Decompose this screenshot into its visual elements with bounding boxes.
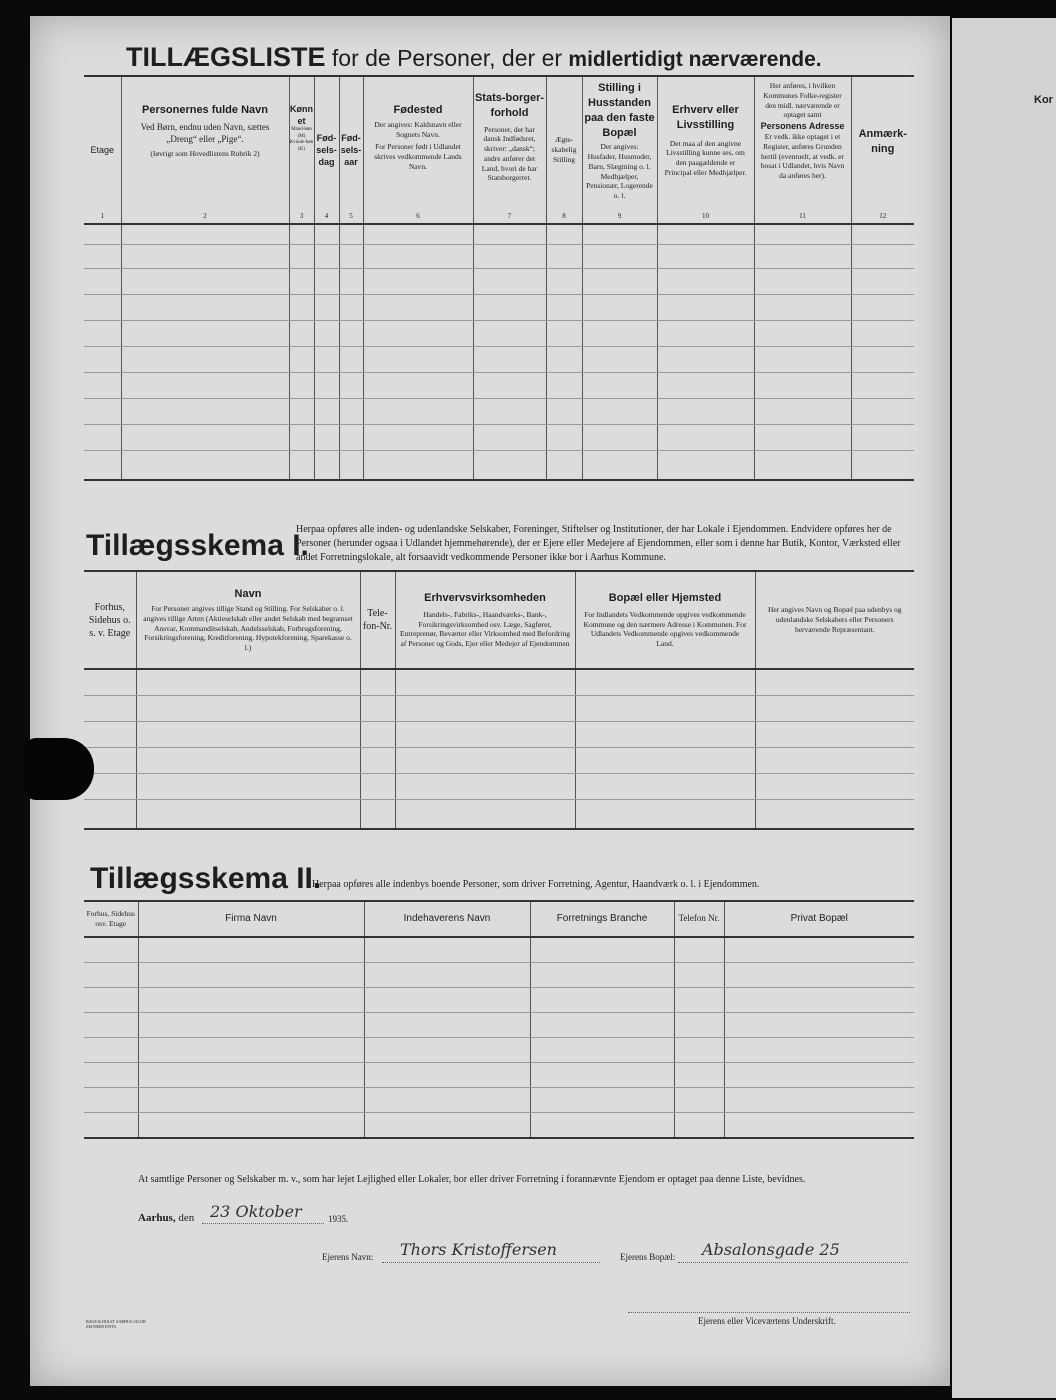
table-row [84, 450, 914, 480]
table-cell[interactable] [674, 937, 724, 962]
table-cell[interactable] [364, 1037, 530, 1062]
list-header-statsborgerforhold: Stats-borger-forhold Personer, der har dansk Indfødsret, skriver: „dansk“; andre anfører det Land, hvori de har Statsborgerret. 7 [473, 76, 546, 224]
table-cell[interactable] [674, 1062, 724, 1087]
table-cell[interactable] [575, 721, 755, 747]
table-cell[interactable] [530, 1062, 674, 1087]
table-cell[interactable] [84, 1112, 138, 1138]
table-cell[interactable] [84, 1062, 138, 1087]
table-cell[interactable] [546, 450, 582, 480]
table-cell[interactable] [575, 695, 755, 721]
table-cell[interactable] [582, 294, 657, 320]
table-cell[interactable] [363, 268, 473, 294]
table-row [84, 294, 914, 320]
table-row [84, 346, 914, 372]
table-cell[interactable] [395, 695, 575, 721]
table-cell[interactable] [674, 1012, 724, 1037]
table-cell[interactable] [754, 244, 851, 268]
table-cell[interactable] [755, 799, 914, 829]
list-header-navn: Personernes fulde Navn Ved Børn, endnu uden Navn, sættes „Dreng“ eller „Pige“. (Iøvrigt som Hovedlistens Rubrik 2) 2 [121, 76, 289, 224]
table-cell[interactable] [724, 1012, 914, 1037]
table-cell[interactable] [339, 398, 363, 424]
table-cell[interactable] [657, 224, 754, 244]
skema2-header-branche: Forretnings Branche [530, 901, 674, 937]
skema1-table [84, 570, 914, 830]
table-cell[interactable] [530, 1087, 674, 1112]
table-cell[interactable] [84, 962, 138, 987]
table-cell[interactable] [138, 1112, 364, 1138]
list-header-foedselsdag: Fød-sels-dag 4 [314, 76, 339, 224]
date-line [138, 1212, 194, 1224]
table-cell[interactable] [289, 244, 314, 268]
table-cell[interactable] [657, 294, 754, 320]
title-middle: for de Personer, der er [331, 45, 563, 71]
list-header-foedested: Fødested Der angives: Kaldsnavn eller Sognets Navn. For Personer født i Udlandet skrives vedkommende Lands Navn. 6 [363, 76, 473, 224]
table-cell[interactable] [395, 669, 575, 695]
table-row [84, 1037, 914, 1062]
table-row [84, 747, 914, 773]
table-cell[interactable] [754, 320, 851, 346]
table-cell[interactable] [582, 320, 657, 346]
table-cell[interactable] [138, 1012, 364, 1037]
table-cell[interactable] [364, 1012, 530, 1037]
table-cell[interactable] [546, 294, 582, 320]
table-row [84, 773, 914, 799]
table-cell[interactable] [84, 450, 121, 480]
table-cell[interactable] [84, 268, 121, 294]
table-row [84, 1112, 914, 1138]
table-cell[interactable] [121, 372, 289, 398]
skema2-header-indehaver: Indehaverens Navn [364, 901, 530, 937]
table-cell[interactable] [473, 268, 546, 294]
table-cell[interactable] [138, 962, 364, 987]
year: 1935. [328, 1214, 349, 1224]
table-cell[interactable] [724, 1087, 914, 1112]
table-cell[interactable] [339, 244, 363, 268]
table-row [84, 721, 914, 747]
table-cell[interactable] [657, 268, 754, 294]
list-header-koennet: Kønnet Mand-køn (M) Kvinde-køn (K) 3 [289, 76, 314, 224]
table-cell[interactable] [84, 1087, 138, 1112]
skema1-header-bopael: Bopæl eller Hjemsted For Indlandets Vedkommende opgives vedkommende Kommune og den nærmere Adresse i Kommunen. For Udlandets Vedkommende opgives vedkommende Land. [575, 571, 755, 669]
table-row [84, 424, 914, 450]
table-cell[interactable] [754, 424, 851, 450]
table-cell[interactable] [674, 1087, 724, 1112]
table-cell[interactable] [851, 320, 914, 346]
table-cell[interactable] [575, 747, 755, 773]
table-cell[interactable] [360, 747, 395, 773]
table-cell[interactable] [657, 424, 754, 450]
table-cell[interactable] [582, 424, 657, 450]
table-cell[interactable] [136, 721, 360, 747]
skema2-header-telefon: Telefon Nr. [674, 901, 724, 937]
table-cell[interactable] [657, 450, 754, 480]
table-cell[interactable] [851, 424, 914, 450]
list-header-erhverv: Erhverv eller Livsstilling Det maa af den angivne Livsstilling kunne ses, om den paagældende er Principal eller Medhjælper. 10 [657, 76, 754, 224]
table-cell[interactable] [314, 346, 339, 372]
table-cell[interactable] [546, 268, 582, 294]
title-bold-left: TILLÆGSLISTE [126, 42, 326, 72]
table-cell[interactable] [121, 294, 289, 320]
table-cell[interactable] [754, 450, 851, 480]
table-cell[interactable] [84, 294, 121, 320]
table-cell[interactable] [657, 346, 754, 372]
owner-address-underline [678, 1262, 908, 1263]
table-cell[interactable] [136, 747, 360, 773]
table-cell[interactable] [339, 450, 363, 480]
table-cell[interactable] [289, 294, 314, 320]
owner-address-label: Ejerens Bopæl: [620, 1252, 676, 1262]
table-row [84, 372, 914, 398]
table-cell[interactable] [314, 268, 339, 294]
table-cell[interactable] [657, 372, 754, 398]
table-cell[interactable] [136, 773, 360, 799]
skema2-header-firma: Firma Navn [138, 901, 364, 937]
table-cell[interactable] [546, 244, 582, 268]
skema1-header-navn: Navn For Personer angives tillige Stand og Stilling. For Selskaber o. l. angives tillige Arten (Aktieselskab eller andet Selskab med begrænset Ansvar, Kommanditselskab, Andelsselskab, Forbrugsforening, Forsikringsforening, Kreditforening, Hypotekforening, Sparekasse o. l.) [136, 571, 360, 669]
table-cell[interactable] [674, 962, 724, 987]
table-cell[interactable] [724, 962, 914, 987]
table-cell[interactable] [84, 244, 121, 268]
skema2-description: Herpaa opføres alle indenbys boende Personer, som driver Forretning, Agentur, Haandværk o. l. i Ejendommen. [312, 879, 760, 890]
table-cell[interactable] [363, 320, 473, 346]
table-cell[interactable] [364, 962, 530, 987]
table-cell[interactable] [546, 346, 582, 372]
table-cell[interactable] [582, 372, 657, 398]
table-cell[interactable] [530, 962, 674, 987]
list-header-stilling: Stilling i Husstanden paa den faste Bopæl Der angives: Husfader, Husmoder, Barn, Slægtning o. l. Medhjælper, Pensionær, Logerende o. l. 9 [582, 76, 657, 224]
table-cell[interactable] [84, 346, 121, 372]
table-cell[interactable] [314, 294, 339, 320]
table-cell[interactable] [363, 346, 473, 372]
table-cell[interactable] [582, 450, 657, 480]
table-cell[interactable] [121, 244, 289, 268]
table-cell[interactable] [314, 424, 339, 450]
title-bold-right: midlertidigt nærværende. [568, 48, 822, 71]
table-cell[interactable] [546, 224, 582, 244]
table-row [84, 695, 914, 721]
table-cell[interactable] [339, 268, 363, 294]
table-row [84, 799, 914, 829]
table-cell[interactable] [314, 224, 339, 244]
table-cell[interactable] [138, 1087, 364, 1112]
skema2-header-bopael: Privat Bopæl [724, 901, 914, 937]
list-header-anmaerkning: Anmærk-ning 12 [851, 76, 914, 224]
table-cell[interactable] [339, 320, 363, 346]
table-cell[interactable] [755, 773, 914, 799]
table-cell[interactable] [755, 695, 914, 721]
table-cell[interactable] [363, 450, 473, 480]
table-cell[interactable] [575, 773, 755, 799]
table-cell[interactable] [530, 1012, 674, 1037]
table-row [84, 987, 914, 1012]
table-cell[interactable] [84, 320, 121, 346]
den-label: den [178, 1212, 195, 1224]
table-cell[interactable] [364, 1087, 530, 1112]
table-row [84, 224, 914, 244]
list-header-etage: Etage 1 [84, 76, 121, 224]
table-row [84, 1087, 914, 1112]
table-cell[interactable] [364, 987, 530, 1012]
list-header-adresse: Her anføres, i hvilken Kommunes Folke-register den midl. nærværende er optaget samt Personens Adresse Er vedk. ikke optaget i et Register, anføres Grunden hertil (eventuelt, at vedk. er bosat i Udlandet, hvis Navn da anføres her). 11 [754, 76, 851, 224]
table-cell[interactable] [473, 424, 546, 450]
printer-mark: BAGE & HOLST AARHUS JACOB ZEUNERS EFTFL [86, 1319, 146, 1329]
table-cell[interactable] [84, 669, 136, 695]
table-cell[interactable] [339, 424, 363, 450]
table-cell[interactable] [851, 372, 914, 398]
table-cell[interactable] [121, 450, 289, 480]
table-cell[interactable] [363, 424, 473, 450]
table-cell[interactable] [84, 224, 121, 244]
skema1-description: Herpaa opføres alle inden- og udenlandske Selskaber, Foreninger, Stiftelser og Institutioner, der har Lokale i Ejendommen. Endvidere opføres her de Personer (herunder ogsaa i Udlandet hjemmehørende), der er Ejere eller Medejere af Ejendommen, eller som i denne har Butik, Kontor, Værksted eller andet Forretningslokale, alt forsaavidt vedkommende Personer ikke bor i Aarhus Kommune. [296, 524, 901, 563]
table-cell[interactable] [360, 773, 395, 799]
table-cell[interactable] [674, 1112, 724, 1138]
table-cell[interactable] [473, 244, 546, 268]
table-cell[interactable] [754, 224, 851, 244]
table-cell[interactable] [360, 695, 395, 721]
table-cell[interactable] [724, 1037, 914, 1062]
table-cell[interactable] [674, 1037, 724, 1062]
table-cell[interactable] [473, 372, 546, 398]
table-cell[interactable] [530, 937, 674, 962]
table-cell[interactable] [121, 346, 289, 372]
table-cell[interactable] [582, 346, 657, 372]
table-cell[interactable] [530, 1112, 674, 1138]
owner-name-value[interactable]: Thors Kristoffersen [400, 1240, 557, 1259]
table-cell[interactable] [84, 937, 138, 962]
table-cell[interactable] [851, 398, 914, 424]
table-cell[interactable] [314, 398, 339, 424]
table-cell[interactable] [755, 721, 914, 747]
table-cell[interactable] [121, 398, 289, 424]
table-cell[interactable] [473, 346, 546, 372]
table-cell[interactable] [851, 268, 914, 294]
list-header-row [84, 76, 914, 224]
table-cell[interactable] [582, 398, 657, 424]
skema1-header-etage: Forhus, Sidehus o. s. v. Etage [84, 571, 136, 669]
table-cell[interactable] [851, 244, 914, 268]
skema1-header-telefon: Tele-fon-Nr. [360, 571, 395, 669]
table-cell[interactable] [84, 1012, 138, 1037]
table-cell[interactable] [84, 424, 121, 450]
table-cell[interactable] [136, 695, 360, 721]
table-cell[interactable] [395, 799, 575, 829]
skema2-header-row [84, 901, 914, 937]
tillaegsliste-table [84, 75, 914, 481]
table-cell[interactable] [395, 721, 575, 747]
table-row [84, 937, 914, 962]
table-cell[interactable] [289, 268, 314, 294]
table-cell[interactable] [546, 372, 582, 398]
certification-statement: At samtlige Personer og Selskaber m. v., som har lejet Lejlighed eller Lokaler, bor eller driver Forretning i forannævnte Ejendom er optaget paa denne Liste, bevidnes. [138, 1174, 806, 1185]
table-cell[interactable] [546, 398, 582, 424]
table-cell[interactable] [754, 294, 851, 320]
table-cell[interactable] [473, 224, 546, 244]
table-cell[interactable] [360, 799, 395, 829]
table-cell[interactable] [754, 268, 851, 294]
city: Aarhus, [138, 1212, 176, 1224]
table-cell[interactable] [582, 268, 657, 294]
skema1-header-erhverv: Erhvervsvirksomheden Handels-, Fabriks-, Haandværks-, Bank-, Forsikringsvirksomhed osv. Læge, Sagfører, Entreprenør, Beværter eller Virksomhed med Befordring af Personer og Gods, Ejer eller Medejer af Ejendommen [395, 571, 575, 669]
table-cell[interactable] [364, 1062, 530, 1087]
table-cell[interactable] [755, 747, 914, 773]
page-title [126, 42, 822, 73]
table-cell[interactable] [136, 799, 360, 829]
table-cell[interactable] [674, 987, 724, 1012]
table-cell[interactable] [363, 398, 473, 424]
table-cell[interactable] [121, 268, 289, 294]
owner-address-value[interactable]: Absalonsgade 25 [702, 1240, 840, 1259]
table-cell[interactable] [84, 398, 121, 424]
table-cell[interactable] [84, 799, 136, 829]
table-cell[interactable] [84, 987, 138, 1012]
date-underline [202, 1223, 324, 1224]
table-cell[interactable] [121, 320, 289, 346]
owner-name-underline [382, 1262, 600, 1263]
table-cell[interactable] [121, 424, 289, 450]
table-row [84, 1062, 914, 1087]
table-cell[interactable] [314, 450, 339, 480]
table-cell[interactable] [363, 244, 473, 268]
table-cell[interactable] [546, 424, 582, 450]
table-cell[interactable] [138, 937, 364, 962]
signature-label: Ejerens eller Viceværtens Underskrift. [698, 1316, 836, 1326]
skema2-header-etage: Forhus, Sidehus osv. Etage [84, 901, 138, 937]
table-cell[interactable] [339, 346, 363, 372]
table-cell[interactable] [575, 799, 755, 829]
skema1-header-row [84, 571, 914, 669]
table-cell[interactable] [530, 987, 674, 1012]
owner-name-label: Ejerens Navn: [322, 1252, 374, 1262]
table-cell[interactable] [364, 937, 530, 962]
table-cell[interactable] [395, 773, 575, 799]
table-cell[interactable] [473, 320, 546, 346]
table-cell[interactable] [84, 695, 136, 721]
table-cell[interactable] [473, 450, 546, 480]
table-cell[interactable] [339, 372, 363, 398]
table-cell[interactable] [473, 294, 546, 320]
table-cell[interactable] [724, 1112, 914, 1138]
table-cell[interactable] [724, 987, 914, 1012]
table-cell[interactable] [84, 721, 136, 747]
table-cell[interactable] [851, 294, 914, 320]
table-cell[interactable] [755, 669, 914, 695]
table-cell[interactable] [754, 346, 851, 372]
signature-line[interactable] [628, 1312, 910, 1313]
document-page [30, 16, 950, 1386]
binding-tab [24, 738, 94, 800]
table-cell[interactable] [314, 372, 339, 398]
table-cell[interactable] [289, 424, 314, 450]
table-cell[interactable] [657, 398, 754, 424]
adjacent-page [952, 18, 1056, 1398]
table-cell[interactable] [339, 224, 363, 244]
table-cell[interactable] [363, 224, 473, 244]
table-cell[interactable] [754, 398, 851, 424]
table-cell[interactable] [138, 987, 364, 1012]
skema1-header-repraesentant: Her angives Navn og Bopæl paa udenbys og udenlandske Selskabers eller Personers herværende Repræsentant. [755, 571, 914, 669]
table-cell[interactable] [360, 669, 395, 695]
table-cell[interactable] [657, 244, 754, 268]
table-cell[interactable] [724, 937, 914, 962]
table-cell[interactable] [851, 224, 914, 244]
table-cell[interactable] [314, 244, 339, 268]
table-cell[interactable] [530, 1037, 674, 1062]
table-cell[interactable] [575, 669, 755, 695]
table-row [84, 1012, 914, 1037]
table-cell[interactable] [657, 320, 754, 346]
table-cell[interactable] [754, 372, 851, 398]
table-cell[interactable] [473, 398, 546, 424]
table-cell[interactable] [84, 1037, 138, 1062]
table-cell[interactable] [546, 320, 582, 346]
table-row [84, 268, 914, 294]
table-cell[interactable] [138, 1037, 364, 1062]
table-cell[interactable] [360, 721, 395, 747]
table-cell[interactable] [395, 747, 575, 773]
date-handwritten[interactable]: 23 Oktober [210, 1202, 302, 1221]
list-header-foedselsaar: Fød-sels-aar 5 [339, 76, 363, 224]
table-cell[interactable] [289, 450, 314, 480]
table-cell[interactable] [289, 224, 314, 244]
table-cell[interactable] [851, 346, 914, 372]
table-cell[interactable] [582, 224, 657, 244]
skema2-table [84, 900, 914, 1139]
list-header-aegteskab: Ægte-skabelig Stilling 8 [546, 76, 582, 224]
adjacent-page-fragment: Kor [1034, 94, 1053, 106]
table-cell[interactable] [289, 320, 314, 346]
table-row [84, 244, 914, 268]
table-cell[interactable] [289, 398, 314, 424]
table-cell[interactable] [314, 320, 339, 346]
table-cell[interactable] [138, 1062, 364, 1087]
table-cell[interactable] [364, 1112, 530, 1138]
table-cell[interactable] [136, 669, 360, 695]
table-row [84, 320, 914, 346]
table-cell[interactable] [582, 244, 657, 268]
table-cell[interactable] [851, 450, 914, 480]
table-row [84, 669, 914, 695]
table-cell[interactable] [724, 1062, 914, 1087]
skema1-title: Tillægsskema I. [86, 529, 309, 562]
table-cell[interactable] [363, 294, 473, 320]
table-cell[interactable] [84, 372, 121, 398]
table-cell[interactable] [339, 294, 363, 320]
table-cell[interactable] [289, 346, 314, 372]
table-row [84, 398, 914, 424]
table-row [84, 962, 914, 987]
table-cell[interactable] [289, 372, 314, 398]
skema2-title: Tillægsskema II. [90, 862, 322, 895]
table-cell[interactable] [363, 372, 473, 398]
table-cell[interactable] [121, 224, 289, 244]
